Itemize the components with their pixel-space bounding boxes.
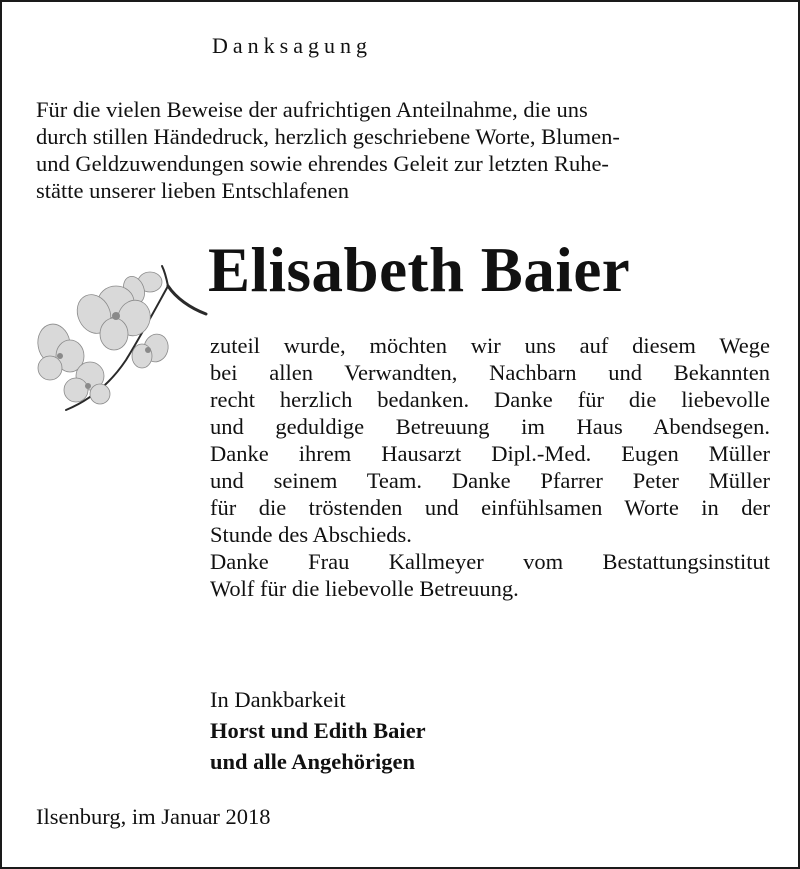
body-line: und seinem Team. Danke Pfarrer Peter Müller: [210, 468, 770, 493]
intro-paragraph: [36, 96, 768, 204]
notice-heading: Danksagung: [212, 33, 372, 58]
intro-line: Für die vielen Beweise der aufrichtigen Anteilnahme, die uns: [36, 97, 588, 122]
orchid-icon: [30, 264, 214, 418]
signatories-line: Horst und Edith Baier: [210, 718, 426, 743]
body-line: Danke Frau Kallmeyer vom Bestattungsinstitut: [210, 549, 770, 574]
body-line: recht herzlich bedanken. Danke für die liebevolle: [210, 387, 770, 412]
signatories-line: und alle Angehörigen: [210, 749, 416, 774]
body-line: Danke ihrem Hausarzt Dipl.-Med. Eugen Müller: [210, 441, 770, 466]
body-line: für die tröstenden und einfühlsamen Worte in der: [210, 495, 770, 520]
body-line: bei allen Verwandten, Nachbarn und Bekannten: [210, 360, 770, 385]
body-line: Wolf für die liebevolle Betreuung.: [210, 576, 519, 601]
closing-block: [210, 684, 426, 777]
body-line: und geduldige Betreuung im Haus Abendsegen.: [210, 414, 770, 439]
deceased-name: Elisabeth Baier: [208, 235, 631, 305]
intro-line: durch stillen Händedruck, herzlich geschriebene Worte, Blumen-: [36, 124, 620, 149]
body-line: zuteil wurde, möchten wir uns auf diesem Wege: [210, 333, 770, 358]
intro-line: und Geldzuwendungen sowie ehrendes Geleit zur letzten Ruhe-: [36, 151, 609, 176]
body-line: Stunde des Abschieds.: [210, 522, 412, 547]
thanks-paragraph: [210, 332, 770, 602]
closing-phrase: In Dankbarkeit: [210, 687, 346, 712]
place-date: Ilsenburg, im Januar 2018: [36, 804, 271, 829]
intro-line: stätte unserer lieben Entschlafenen: [36, 178, 349, 203]
